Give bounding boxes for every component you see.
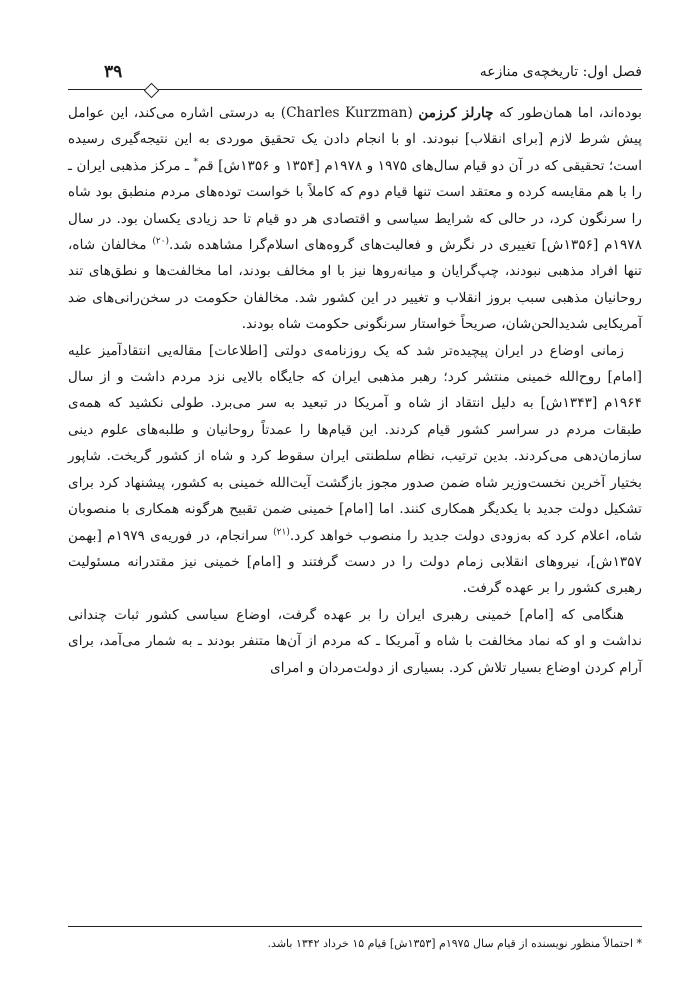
paragraph-1: بوده‌اند، اما همان‌طور که چارلز کرزمن (Charles Kurzman) به درستی اشاره می‌کند، این عوامل پیش شرط لازم [برای انقلاب] نبودند. او با انجام دادن یک تحقیق موردی به این نتیجه‌گیری رسیده است؛ تحقیقی که در آن دو قیام سال‌های ۱۹۷۵ و ۱۹۷۸م [۱۳۵۴ و ۱۳۵۶ش] قم* ـ مرکز مذهبی ایران ـ را با هم مقایسه کرده و معتقد است تنها قیام دوم که کاملاً با خواست توده‌های مردم منطبق بود شاه را سرنگون کرد، در حالی که شرایط سیاسی و اقتصادی هر دو قیام تا حد زیادی یکسان بود. در سال ۱۹۷۸م [۱۳۵۶ش] تغییری در نگرش و فعالیت‌های گروه‌های اسلام‌گرا مشاهده شد.$^{(۲۰)}$ مخالفان شاه، تنها افراد مذهبی نبودند، چپ‌گرایان و میانه‌روها نیز با او مخالف بودند، اما مخالفت‌ها و نطق‌های تند روحانیان مذهبی سبب بروز انقلاب و تغییر در این کشور شد. مخالفان حکومت در سخن‌رانی‌های ضد آمریکایی شدیدالحن‌شان، صریحاً خواستار سرنگونی حکومت شاه بودند.	[68, 105, 643, 333]
author-name-latin: (Charles Kurzman)	[280, 105, 413, 121]
endnote-ref-20: (۲۰)	[152, 236, 170, 247]
author-name: چارلز کرزمن	[418, 105, 494, 121]
footnote-rule	[68, 926, 642, 927]
paragraph-2: زمانی اوضاع در ایران پیچیده‌تر شد که یک روزنامه‌ی دولتی [اطلاعات] مقاله‌یی انتقادآمیز علیه [امام] روح‌الله خمینی منتشر کرد؛ رهبر مذهبی ایران که جایگاه بالایی نزد مردم داشت و از سال ۱۹۶۴م [۱۳۴۳ش] به دلیل انتقاد از شاه و آمریکا در تبعید به سر می‌برد. طولی نکشید که همه‌ی طبقات مردم در سراسر کشور قیام کردند. این قیام‌ها را عمدتاً روحانیان و طلبه‌های علوم دینی سازمان‌دهی می‌کردند. بدین ترتیب، نظام سلطنتی ایران سقوط کرد و شاه از کشور گریخت. شاپور بختیار آخرین نخست‌وزیر شاه ضمن صدور مجوز بازگشت آیت‌الله خمینی به کشور، پیشنهاد کرد برای تشکیل دولت جدید با یکدیگر همکاری کنند. اما [امام] خمینی ضمن تقبیح هرگونه همکاری با منصوبان شاه، اعلام کرد که به‌زودی دولت جدید را منصوب خواهد کرد.$^{(۲۱)}$ سرانجام، در فوریه‌ی ۱۹۷۹م [بهمن ۱۳۵۷ش]، نیروهای انقلابی زمام دولت را در دست گرفتند و [امام] خمینی نیز مقتدرانه مسئولیت رهبری کشور را بر عهده گرفت.	[68, 342, 643, 597]
footnote: * احتمالاً منظور نویسنده از قیام سال ۱۹۷۵م [۱۳۵۳ش] قیام ۱۵ خرداد ۱۳۴۲ باشد.	[267, 937, 642, 950]
header-diamond-ornament	[144, 83, 160, 99]
footnote-star: *	[636, 937, 642, 950]
chapter-title: فصل اول: تاریخچه‌ی منازعه	[479, 64, 642, 80]
running-header	[68, 62, 642, 90]
endnote-ref-21: (۲۱)	[273, 526, 290, 537]
page-number: ۳۹	[104, 62, 123, 82]
footnote-marker-star: *	[193, 157, 199, 168]
body-text	[68, 100, 642, 681]
paragraph-3: هنگامی که [امام] خمینی رهبری ایران را بر عهده گرفت، اوضاع سیاسی کشور ثبات چندانی نداشت و او که نماد مخالفت با شاه و آمریکا ـ که مردم از آن‌ها متنفر بودند ـ به شمار می‌آمد، برای آرام کردن اوضاع بسیار تلاش کرد. بسیاری از دولت‌مردان و امرای	[68, 606, 642, 676]
